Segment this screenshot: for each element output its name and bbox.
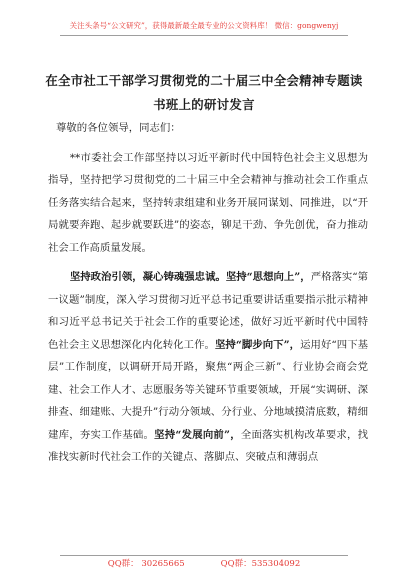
section-1-text-2: 运用好“四下基层”工作制度，以调研开局开路，聚焦“两企三新”、行业协会商会党建、社会工作人才、志愿服务等关键环节重要领域，开展“实调研、深排查、细建账、大提升”行动分领域、分行业、分地域摸清底数，精细建库，夯实工作基础。 <box>48 338 369 441</box>
document-title <box>30 69 378 117</box>
header-divider <box>60 35 348 36</box>
section-1-lead-1: 坚持“思想向上”， <box>225 271 311 283</box>
section-1-lead-2: 坚持“脚步向下”， <box>214 338 301 351</box>
salutation: 尊敬的各位领导，同志们： <box>56 122 181 134</box>
section-1-text-3: 全面落实机构改革要求，找准找实新时代社会工作的关键点、落脚点、突破点和薄弱点 <box>48 428 369 463</box>
intro-paragraph: **市委社会工作部坚持以习近平新时代中国特色社会主义思想为指导，坚持把学习贯彻党的二十届三中全会精神与推动社会工作重点任务落实结合起来，坚持转隶组建和业务开展同谋划、同推进，以“开局就要奔跑、起步就要跃进”的姿态，铆足干劲、争先创优，奋力推动社会工作高质量发展。 <box>48 151 368 254</box>
footer-qq-1: QQ群： 30265665 <box>107 559 185 569</box>
section-1-paragraph <box>48 266 368 469</box>
footer-divider <box>60 555 348 556</box>
title-line-2: 书班上的研讨发言 <box>153 97 255 112</box>
title-line-1: 在全市社工干部学习贯彻党的二十届三中全会精神专题读 <box>45 73 363 88</box>
section-1-text-1: 严格落实“第一议题”制度，深入学习贯彻习近平总书记重要讲话重要指示批示精神和习近平总书记关于社会工作的重要论述，做好习近平新时代中国特色社会主义思想深化内化转化工作。 <box>48 271 369 351</box>
footer-contact <box>0 557 408 569</box>
header-note: 关注头条号“公文研究”，获得最新最全最专业的公文资料库！ 微信：gongwenyj <box>69 21 339 30</box>
document-body <box>48 117 368 476</box>
section-1-lead-3: 坚持“发展向前”， <box>154 428 241 441</box>
footer-qq-2: QQ群：535304092 <box>220 559 301 569</box>
section-1-heading: 坚持政治引领，凝心铸魂强忠诚。 <box>69 271 226 283</box>
